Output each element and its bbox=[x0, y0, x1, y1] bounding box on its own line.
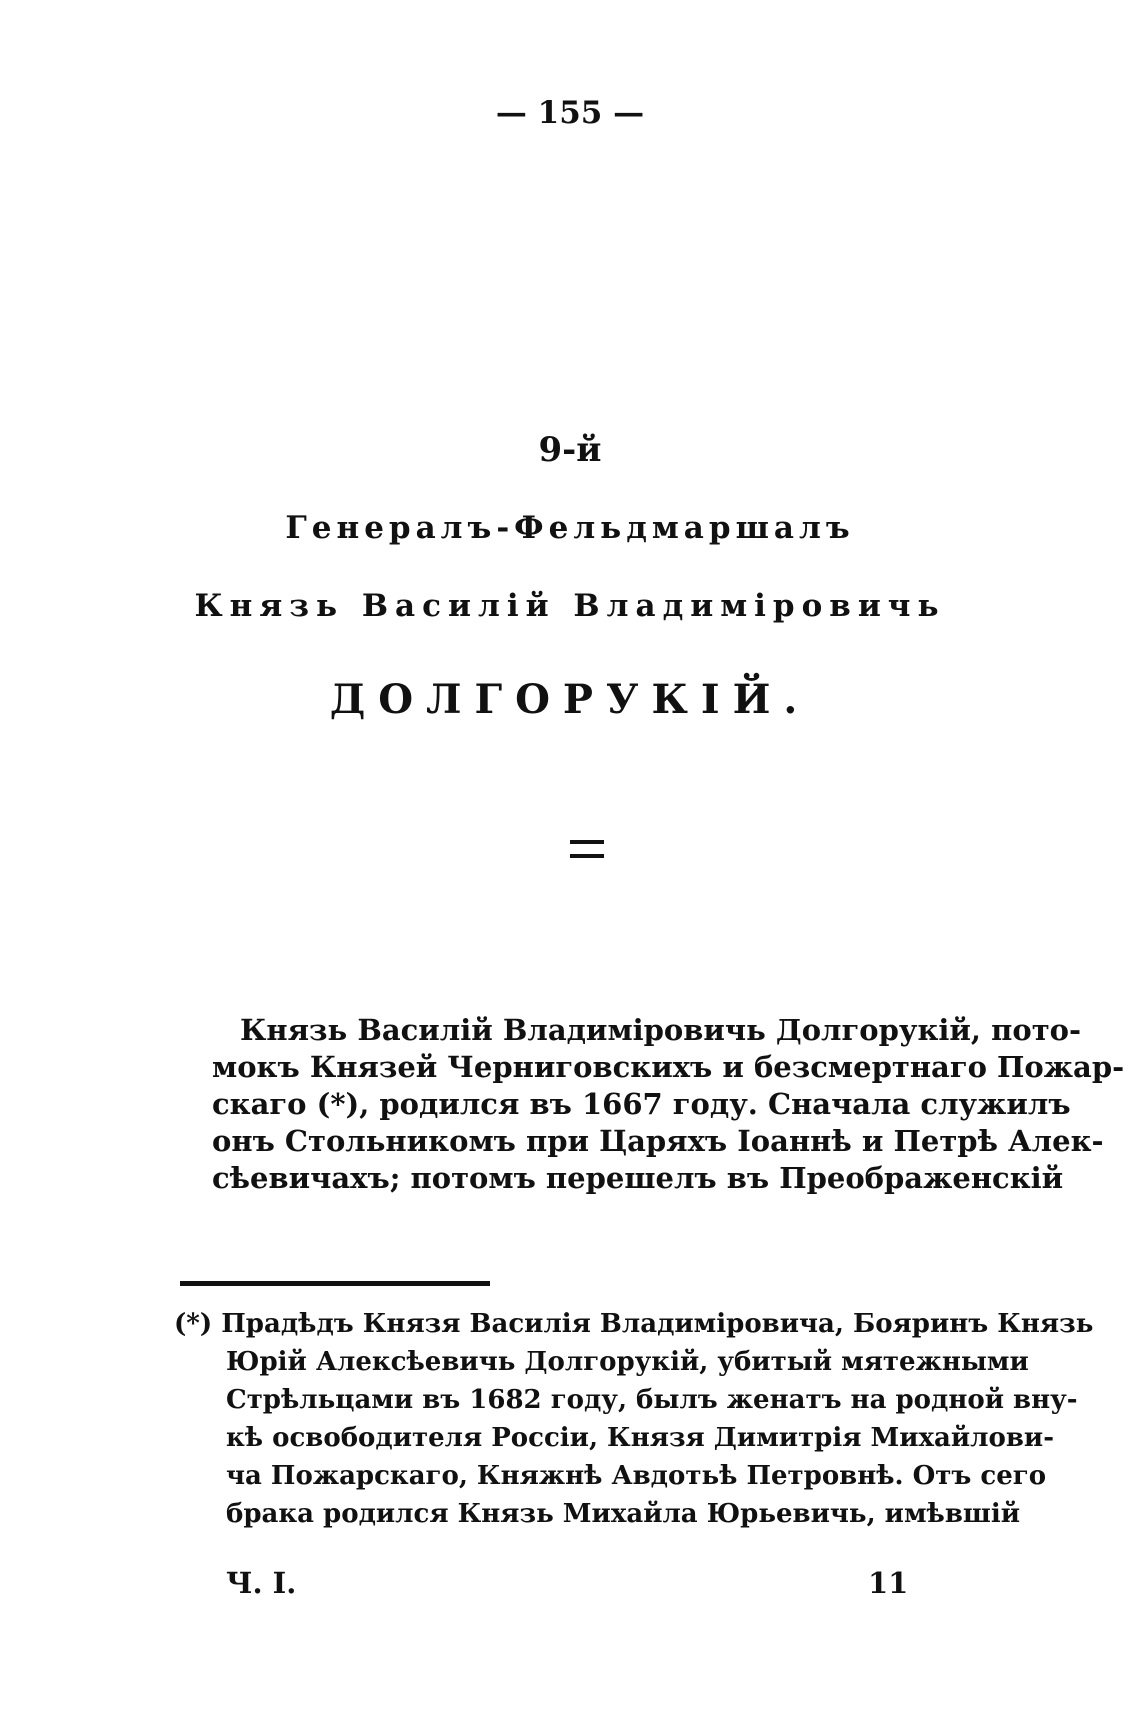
double-rule-ornament bbox=[570, 840, 604, 858]
footnote-line: ча Пожарскаго, Княжнѣ Авдотьѣ Петровнѣ. Отъ сего bbox=[226, 1461, 1047, 1491]
biography-ordinal: 9-й bbox=[538, 430, 602, 470]
text-line: сѣевичахъ; потомъ перешелъ въ Преображенскій bbox=[212, 1161, 1064, 1195]
page-number: — 155 — bbox=[495, 95, 645, 131]
text-line: мокъ Князей Черниговскихъ и безсмертнаго Пожар- bbox=[212, 1050, 1125, 1084]
sheet-number: 11 bbox=[868, 1566, 909, 1600]
text-line: скаго (*), родился въ 1667 году. Сначала служилъ bbox=[212, 1087, 1071, 1121]
footnote-line: Стрѣльцами въ 1682 году, былъ женатъ на родной вну- bbox=[226, 1385, 1078, 1415]
footnote-line: Юрій Алексѣевичь Долгорукій, убитый мятежными bbox=[226, 1347, 1029, 1377]
text-line: Князь Василій Владиміровичь Долгорукій, пото- bbox=[240, 1013, 1082, 1047]
footnote-line: кѣ освободителя Россіи, Князя Димитрія Михайлови- bbox=[226, 1423, 1055, 1453]
person-surname: ДОЛГОРУКІЙ. bbox=[329, 676, 811, 723]
person-name: Князь Василій Владиміровичь bbox=[194, 588, 946, 624]
part-signature: Ч. I. bbox=[226, 1566, 297, 1600]
footnote-rule bbox=[180, 1281, 490, 1286]
text-line: онъ Стольникомъ при Царяхъ Іоаннѣ и Петрѣ Алек- bbox=[212, 1124, 1104, 1158]
footnote-line: брака родился Князь Михайла Юрьевичь, имѣвшій bbox=[226, 1499, 1020, 1529]
footnote-line: (*) Прадѣдъ Князя Василія Владиміровича, Бояринъ Князь bbox=[174, 1309, 1094, 1339]
military-rank: Генералъ-Фельдмаршалъ bbox=[285, 510, 855, 546]
